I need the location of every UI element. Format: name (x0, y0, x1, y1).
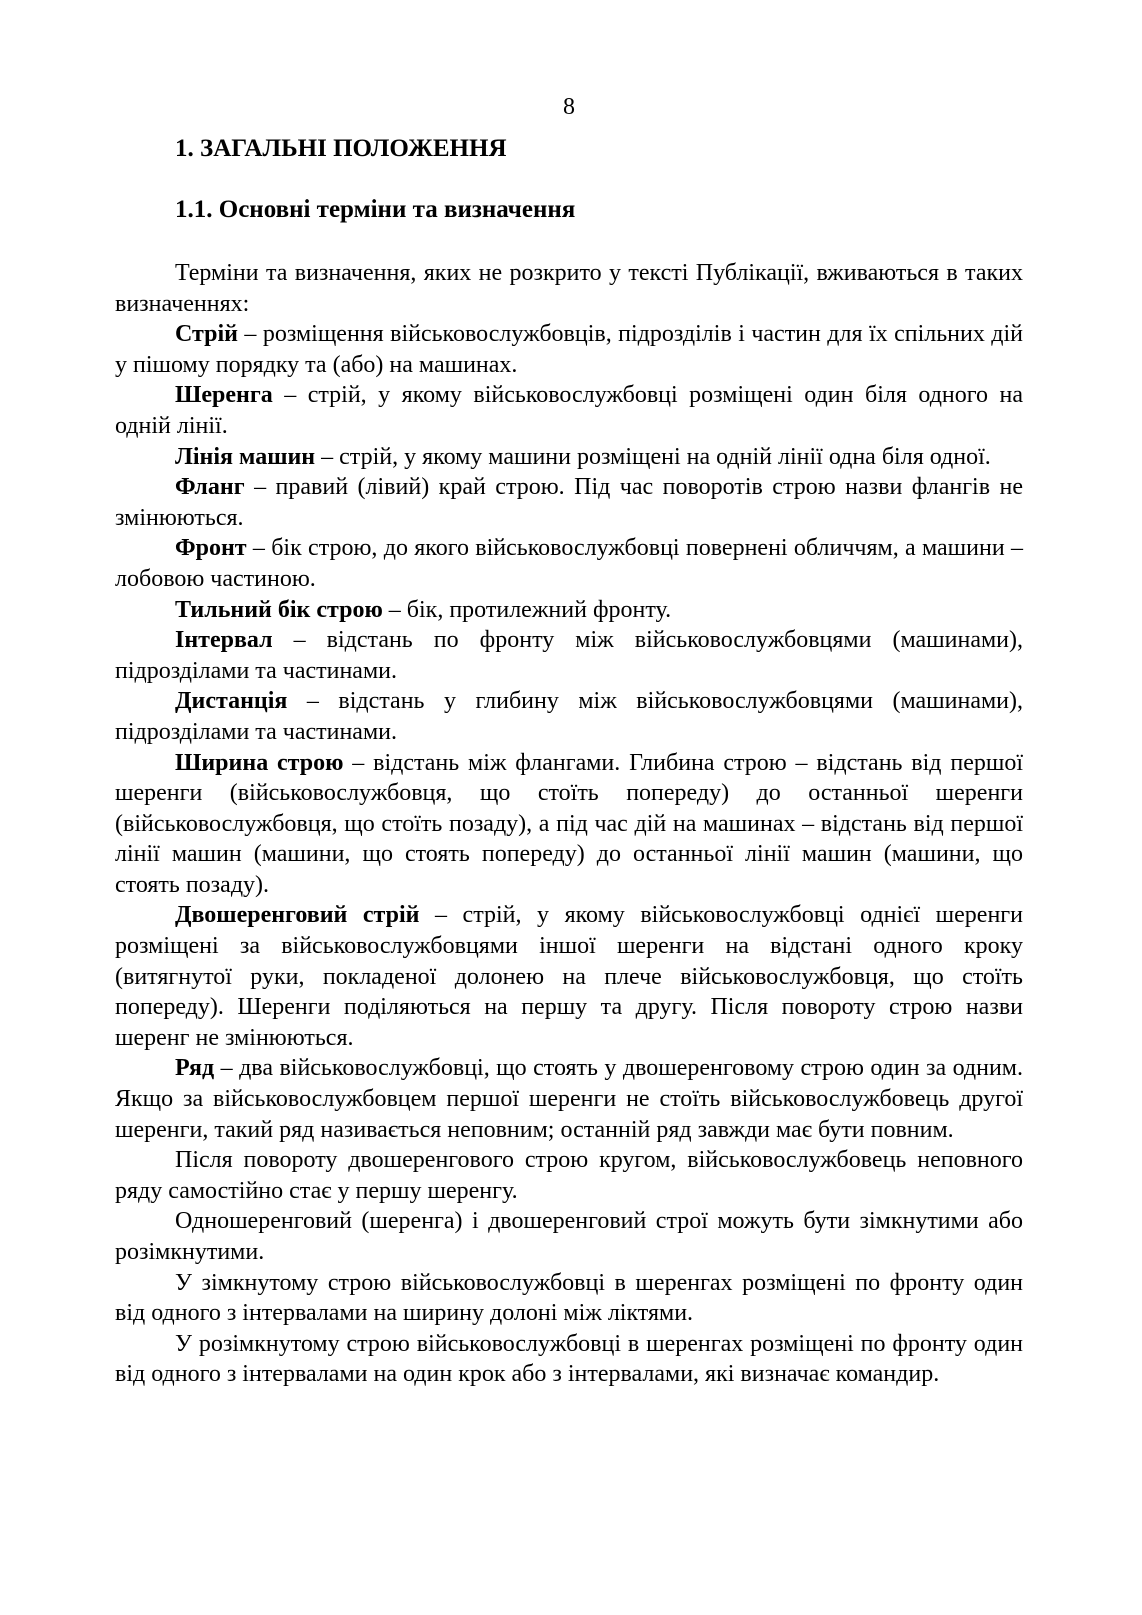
paragraph: Стрій – розміщення військовослужбовців, підрозділів і частин для їх спільних дій у пішому порядку та (або) на машинах. (115, 321, 1023, 378)
term-label: Стрій (175, 321, 238, 348)
term-label: Лінія машин (175, 443, 316, 470)
paragraph: Двошеренговий стрій – стрій, у якому військовослужбовці однієї шеренги розміщені за військовослужбовцями іншої шеренги на відстані одного кроку (витягнутої руки, покладеної долонею на плече військовослужбовця, що стоїть попереду). Шеренги поділяються на першу та другу. Після повороту строю назви шеренг не змінюються. (115, 902, 1023, 1051)
paragraph: Шеренга – стрій, у якому військовослужбовці розміщені один біля одного на одній лінії. (115, 382, 1023, 439)
term-label: Дистанція (175, 688, 288, 715)
paragraph: Дистанція – відстань у глибину між військовослужбовцями (машинами), підрозділами та частинами. (115, 688, 1023, 745)
subsection-heading: 1.1. Основні терміни та визначення (175, 196, 576, 223)
term-label: Фронт (175, 535, 247, 562)
term-label: Інтервал (175, 627, 273, 654)
paragraph: Лінія машин – стрій, у якому машини розміщені на одній лінії одна біля одної. (175, 443, 991, 470)
paragraph: Фронт – бік строю, до якого військовослужбовці повернені обличчям, а машини – лобовою частиною. (115, 535, 1023, 592)
paragraph: Одношеренговий (шеренга) і двошеренговий строї можуть бути зімкнутими або розімкнутими. (115, 1208, 1023, 1265)
paragraph: Після повороту двошеренгового строю кругом, військовослужбовець неповного ряду самостійно стає у першу шеренгу. (115, 1147, 1023, 1204)
term-label: Ширина строю (175, 749, 344, 776)
term-label: Ряд (175, 1055, 215, 1082)
term-label: Фланг (175, 474, 245, 501)
paragraph: Ширина строю – відстань між флангами. Глибина строю – відстань від першої шеренги (військовослужбовця, що стоїть попереду) до останньої шеренги (військовослужбовця, що стоїть позаду), а під час дій на машинах – відстань від першої лінії машин (машини, що стоять попереду) до останньої лінії машин (машини, що стоять позаду). (115, 749, 1023, 898)
term-label: Двошеренговий стрій (175, 902, 420, 929)
term-label: Тильний бік строю (175, 596, 383, 623)
paragraph: У зімкнутому строю військовослужбовці в шеренгах розміщені по фронту один від одного з інтервалами на ширину долоні між ліктями. (115, 1269, 1023, 1327)
paragraph: Тильний бік строю – бік, протилежний фронту. (175, 596, 672, 623)
paragraphs (115, 258, 1023, 1390)
paragraph: Терміни та визначення, яких не розкрито у тексті Публікації, вживаються в таких визначеннях: (115, 260, 1023, 317)
page-number: 8 (563, 94, 575, 120)
section-heading: 1. ЗАГАЛЬНІ ПОЛОЖЕННЯ (175, 135, 507, 162)
term-label: Шеренга (175, 382, 273, 409)
page-content (115, 92, 1023, 1390)
paragraph: У розімкнутому строю військовослужбовці в шеренгах розміщені по фронту один від одного з інтервалами на один крок або з інтервалами, які визначає командир. (115, 1330, 1023, 1388)
paragraph: Інтервал – відстань по фронту між військовослужбовцями (машинами), підрозділами та частинами. (115, 627, 1023, 684)
paragraph: Фланг – правий (лівий) край строю. Під час поворотів строю назви флангів не змінюються. (115, 474, 1023, 531)
paragraph: Ряд – два військовослужбовці, що стоять у двошеренговому строю один за одним. Якщо за військовослужбовцем першої шеренги не стоїть військовослужбовець другої шеренги, такий ряд називається неповним; останній ряд завжди має бути повним. (115, 1055, 1023, 1143)
